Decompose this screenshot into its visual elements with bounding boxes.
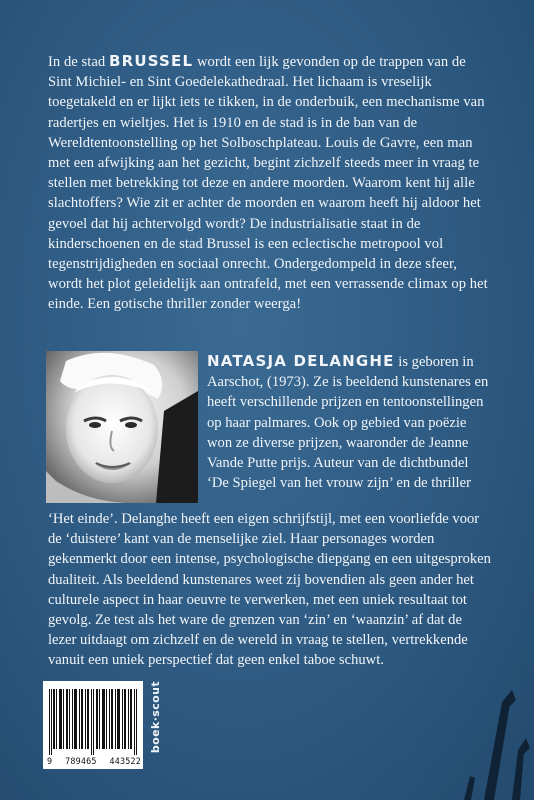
blurb-prefix: In de stad [48,54,109,70]
author-bio-bottom: ‘Het einde’. Delanghe heeft een eigen schrijfstijl, met een voorliefde voor de ‘duistere’ kant van de menselijke ziel. Haar personages worden gekenmerkt door een intense, psychologische diepgang en een uitgesproken dualiteit. Als beeldend kunstenares weet zij bovendien als geen ander het culturele aspect in haar oeuvre te verwerken, met een uniek resultaat tot gevolg. Ze test als het ware de grenzen van ‘zin’ en ‘waanzin’ af dat de lezer uitdaagt om zichzelf en de wereld in vraag te stellen, vertrekkende vanuit een uniek perspectief dat geen enkel taboe schuwt. [48,511,491,669]
author-name: NATASJA DELANGHE [207,352,395,370]
blurb-city: BRUSSEL [108,52,194,70]
isbn-digits-right: 443522 [109,756,141,766]
isbn-number [47,756,141,766]
author-bio-top [207,351,492,493]
blurb-paragraph [48,51,488,315]
author-portrait-icon [46,351,198,503]
author-photo [46,351,198,503]
isbn-digits-left: 789465 [65,756,97,766]
publisher-logo-icon [444,690,534,800]
isbn-digit-first: 9 [47,756,53,766]
publisher-name: boek·scout [149,681,162,754]
blurb-text: wordt een lijk gevonden op de trappen van de Sint Michiel- en Sint Goedelekathedraal. Het lichaam is vreselijk toegetakeld en er lijkt iets te tikken, in de onderbuik, een mechanisme van radertjes en wieltjes. Het is 1910 en de stad is in de ban van de Wereldtentoonstelling op het Solboschplateau. Louis de Gavre, een man met een afwijking aan het gezicht, begint zichzelf steeds meer in vraag te stellen met betrekking tot deze en andere moorden. Waarom kent hij alle slachtoffers? Wie zit er achter de moorden en waarom heeft hij aldoor het gevoel dat hij achtervolgd wordt? De industrialisatie staat in de kinderschoenen en de stad Brussel is een eclectische metropool vol tegenstrijdigheden en sociaal onrecht. Ondergedompeld in deze sfeer, wordt het plot geleidelijk aan ontrafeld, met een verrassende climax op het einde. Een gotische thriller zonder weerga! [48,54,488,313]
author-bio-top-text: is geboren in Aarschot, (1973). Ze is beeldend kunstenares en heeft verschillende prijzen en tentoonstellingen op haar palmares. Ook op gebied van poëzie won ze diverse prijzen, waaronder de Jeanne Vande Putte prijs. Auteur van de dichtbundel ‘De Spiegel van het vrouw zijn’ en de thriller [207,354,489,492]
barcode [43,681,143,769]
barcode-bars-icon [49,689,137,755]
